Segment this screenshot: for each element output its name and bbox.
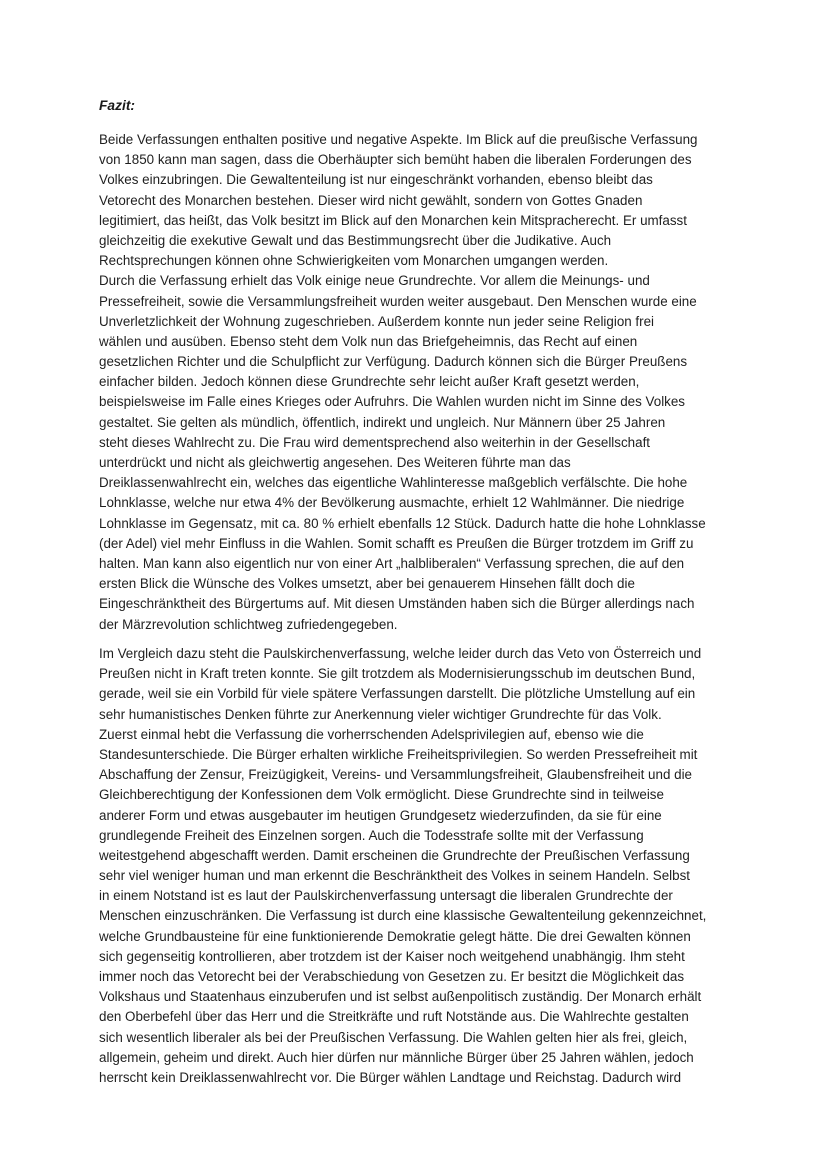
text-line: einfacher bilden. Jedoch können diese Grundrechte sehr leicht außer Kraft gesetzt werden, xyxy=(99,374,640,390)
text-line: Lohnklasse, welche nur etwa 4% der Bevölkerung ausmachte, erhielt 12 Wahlmänner. Die niedrige xyxy=(99,495,685,511)
text-line: Menschen einzuschränken. Die Verfassung ist durch eine klassische Gewaltenteilung gekennzeichnet, xyxy=(99,908,707,924)
text-line: allgemein, geheim und direkt. Auch hier dürfen nur männliche Bürger über 25 Jahren wählen, jedoch xyxy=(99,1049,694,1065)
text-line: Volkshaus und Staatenhaus einzuberufen und ist selbst außenpolitisch zuständig. Der Monarch erhält xyxy=(99,989,702,1005)
text-line: steht dieses Wahlrecht zu. Die Frau wird dementsprechend also weiterhin in der Gesellschaft xyxy=(99,434,651,450)
text-line: Abschaffung der Zensur, Freizügigkeit, Vereins- und Versammlungsfreiheit, Glaubensfreiheit und die xyxy=(99,767,692,783)
paragraph-paulskirchenverfassung xyxy=(99,644,739,1088)
text-line: sich wesentlich liberaler als bei der Preußischen Verfassung. Die Wahlen gelten hier als frei, gleich, xyxy=(99,1029,688,1045)
text-line: Volkes einzubringen. Die Gewaltenteilung ist nur eingeschränkt vorhanden, ebenso bleibt das xyxy=(99,172,653,188)
text-line: sehr humanistisches Denken führte zur Anerkennung vieler wichtiger Grundrechte für das Volk. xyxy=(99,706,662,722)
text-line: Eingeschränktheit des Bürgertums auf. Mit diesen Umständen haben sich die Bürger allerdings nach xyxy=(99,596,695,612)
section-heading: Fazit: xyxy=(99,98,136,113)
text-line: weitestgehend abgeschafft werden. Damit erscheinen die Grundrechte der Preußischen Verfassung xyxy=(99,847,690,863)
text-line: wählen und ausüben. Ebenso steht dem Volk nun das Briefgeheimnis, das Recht auf einen xyxy=(99,333,638,349)
text-line: sich gegenseitig kontrollieren, aber trotzdem ist der Kaiser noch weitgehend unabhängig. Ihm steht xyxy=(99,948,685,964)
text-line: unterdrückt und nicht als gleichwertig angesehen. Des Weiteren führte man das xyxy=(99,455,571,470)
text-line: von 1850 kann man sagen, dass die Oberhäupter sich bemüht haben die liberalen Forderungen des xyxy=(99,152,692,168)
text-line: Beide Verfassungen enthalten positive und negative Aspekte. Im Blick auf die preußische Verfassung xyxy=(99,132,698,147)
text-line: gerade, weil sie ein Vorbild für viele spätere Verfassungen darstellt. Die plötzliche Umstellung auf ein xyxy=(99,686,696,702)
text-line: der Märzrevolution schlichtweg zufriedengegeben. xyxy=(99,616,398,632)
text-line: gesetzlichen Richter und die Schulpflicht zur Verfügung. Dadurch können sich die Bürger Preußens xyxy=(99,354,688,370)
text-line: Gleichberechtigung der Konfessionen dem Volk ermöglicht. Diese Grundrechte sind in teilweise xyxy=(99,787,664,803)
text-line: Durch die Verfassung erhielt das Volk einige neue Grundrechte. Vor allem die Meinungs- und xyxy=(99,273,650,289)
text-line: Dreiklassenwahlrecht ein, welches das eigentliche Wahlinteresse maßgeblich verfälschte. Die hohe xyxy=(99,475,688,491)
text-line: Vetorecht des Monarchen bestehen. Dieser wird nicht gewählt, sondern von Gottes Gnaden xyxy=(99,192,643,208)
text-line: gleichzeitig die exekutive Gewalt und das Bestimmungsrecht über die Judikative. Auch xyxy=(99,232,612,248)
text-line: herrscht kein Dreiklassenwahlrecht vor. Die Bürger wählen Landtage und Reichstag. Dadurch wird xyxy=(99,1069,682,1085)
text-line: Zuerst einmal hebt die Verfassung die vorherrschenden Adelsprivilegien auf, ebenso wie die xyxy=(99,726,644,742)
text-line: Preußen nicht in Kraft treten konnte. Sie gilt trotzdem als Modernisierungsschub im deutschen Bund, xyxy=(99,666,696,682)
text-line: immer noch das Vetorecht bei der Verabschiedung von Gesetzen zu. Er besitzt die Möglichkeit das xyxy=(99,969,685,984)
text-line: ersten Blick die Wünsche des Volkes umsetzt, aber bei genauerem Hinsehen fällt doch die xyxy=(99,576,635,592)
text-line: Im Vergleich dazu steht die Paulskirchenverfassung, welche leider durch das Veto von Österreich und xyxy=(99,646,702,661)
paragraph-preussische-verfassung xyxy=(99,130,739,635)
text-line: Pressefreiheit, sowie die Versammlungsfreiheit wurden weiter ausgebaut. Den Menschen wurde eine xyxy=(99,293,697,309)
text-line: in einem Notstand ist es laut der Paulskirchenverfassung untersagt die liberalen Grundrechte der xyxy=(99,888,673,904)
text-line: Standesunterschiede. Die Bürger erhalten wirkliche Freiheitsprivilegien. So werden Pressefreiheit mit xyxy=(99,746,698,762)
text-line: halten. Man kann also eigentlich nur von einer Art „halbliberalen“ Verfassung sprechen, die auf den xyxy=(99,555,685,571)
text-line: grundlegende Freiheit des Einzelnen sorgen. Auch die Todesstrafe sollte mit der Verfassung xyxy=(99,827,644,843)
text-line: den Oberbefehl über das Herr und die Streitkräfte und ruft Notstände aus. Die Wahlrechte gestalten xyxy=(99,1009,689,1025)
text-line: welche Grundbausteine für eine funktionierende Demokratie gelegt hätte. Die drei Gewalten können xyxy=(99,928,691,944)
text-line: gestaltet. Sie gelten als mündlich, öffentlich, indirekt und ungleich. Nur Männern über 25 Jahren xyxy=(99,414,666,430)
text-line: Lohnklasse im Gegensatz, mit ca. 80 % erhielt ebenfalls 12 Stück. Dadurch hatte die hohe Lohnklasse xyxy=(99,515,706,531)
text-line: (der Adel) viel mehr Einfluss in die Wahlen. Somit schafft es Preußen die Bürger trotzdem im Griff zu xyxy=(99,535,694,551)
text-line: Rechtsprechungen können ohne Schwierigkeiten vom Monarchen umgangen werden. xyxy=(99,253,609,269)
text-line: legitimiert, das heißt, das Volk besitzt im Blick auf den Monarchen kein Mitspracherecht. Er umfasst xyxy=(99,212,687,228)
text-line: beispielsweise im Falle eines Krieges oder Aufruhrs. Die Wahlen wurden nicht im Sinne des Volkes xyxy=(99,394,686,410)
text-line: anderer Form und etwas ausgebauter im heutigen Grundgesetz wiederzufinden, da sie für eine xyxy=(99,807,662,823)
text-line: Unverletzlichkeit der Wohnung zugeschrieben. Außerdem konnte nun jeder seine Religion frei xyxy=(99,313,655,329)
text-line: sehr viel weniger human und man erkennt die Beschränktheit des Volkes in seinem Handeln. Selbst xyxy=(99,868,691,884)
